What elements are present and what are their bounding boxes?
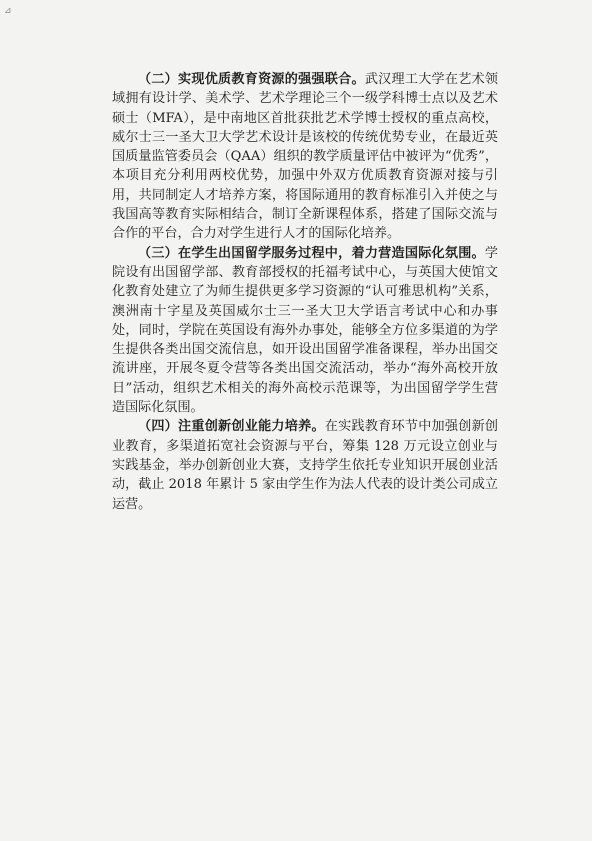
paragraph-study-abroad [112,244,498,418]
paragraph-text: 武汉理工大学在艺术领域拥有设计学、美术学、艺术学理论三个一级学科博士点以及艺术硕士（MFA），是中南地区首批获批艺术学博士授权的重点高校，威尔士三一圣大卫大学艺术设计是该校的传统优势专业，在最近英国质量监管委员会（QAA）组织的教学质量评估中被评为“优秀”，本项目充分利用两校优势，加强中外双方优质教育资源对接与引用，共同制定人才培养方案，将国际通用的教育标准引入并使之与我国高等教育实际相结合，制订全新课程体系，搭建了国际交流与合作的平台，合力对学生进行人才的国际化培养。 [112,72,499,242]
scan-corner-mark: ⊿ [4,6,12,16]
paragraph-heading: （二）实现优质教育资源的强强联合。 [138,72,365,87]
paragraph-innovation [112,417,498,513]
paragraph-text: 在实践教育环节中加强创新创业教育，多渠道拓宽社会资源与平台，筹集 128 万元设立创业与实践基金，举办创新创业大赛，支持学生依托专业知识开展创业活动，截止 2018 年累计 5 家由学生作为法人代表的设计类公司成立运营。 [112,419,499,512]
document-body [112,70,498,514]
paragraph-heading: （四）注重创新创业能力培养。 [138,419,325,435]
paragraph-heading: （三）在学生出国留学服务过程中，着力营造国际化氛围。 [138,245,485,261]
paragraph-text: 学院设有出国留学部、教育部授权的托福考试中心，与英国大使馆文化教育处建立了为师生提供更多学习资源的“认可雅思机构”关系，澳洲南十字星及英国威尔士三一圣大卫大学语言考试中心和办事处，同时，学院在英国设有海外办事处，能够全方位多渠道的为学生提供各类出国交流信息，如开设出国留学准备课程，举办出国交流讲座，开展冬夏令营等各类出国交流活动，举办“海外高校开放日”活动，组织艺术相关的海外高校示范课等，为出国留学学生营造国际化氛围。 [112,245,498,416]
paragraph-quality-resources [112,70,498,244]
